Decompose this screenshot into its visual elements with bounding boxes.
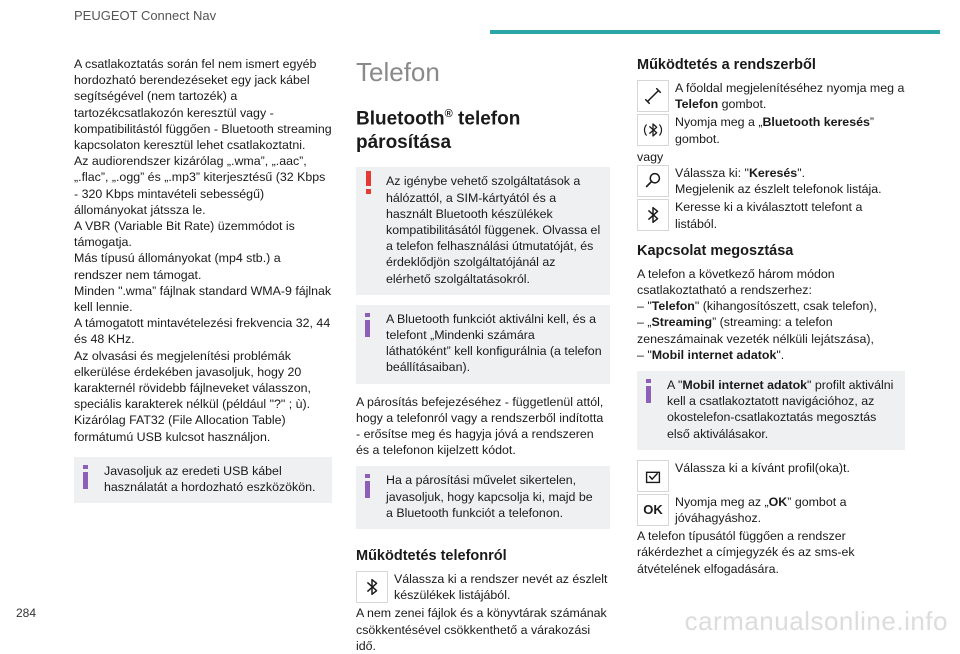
note-text: Javasoljuk az eredeti USB kábel használatát a hordozható eszközökön. xyxy=(104,463,316,495)
ok-label: OK xyxy=(643,501,663,517)
text: Válassza ki: " xyxy=(675,166,749,181)
page-number: 284 xyxy=(16,606,37,620)
text-bold: Telefon xyxy=(651,299,695,314)
step xyxy=(637,460,905,492)
text: ". xyxy=(797,166,806,181)
heading-bluetooth-pairing xyxy=(356,102,610,155)
heading-connection-sharing: Kapcsolat megosztása xyxy=(637,242,794,259)
list-item xyxy=(637,298,905,314)
text: A " xyxy=(667,378,683,393)
text-bold: Keresés xyxy=(748,166,798,181)
text: ” gombot. xyxy=(675,115,875,146)
text-bold: Streaming xyxy=(651,315,713,330)
text: – „ xyxy=(637,315,652,330)
text: Nyomja meg az „ xyxy=(675,494,769,509)
text: ". xyxy=(776,347,785,362)
info-note xyxy=(356,466,610,529)
paragraph: Kizárólag FAT32 (File Allocation Table) formátumú USB kulcsot használjon. xyxy=(74,413,286,444)
note-text: Ha a párosítási művelet sikertelen, javasoljuk, hogy kapcsolja ki, majd be a Bluetooth funkciót a telefonon. xyxy=(386,473,593,520)
step xyxy=(637,199,905,231)
paragraph: A nem zenei fájlok és a könyvtárak számának csökkentésével csökkenthető a várakozási idő. xyxy=(356,606,607,653)
running-header: PEUGEOT Connect Nav xyxy=(74,8,217,23)
paragraph: Az audiorendszer kizárólag „.wma”, „.aac”, „.flac”, „.ogg” és „.mp3” kiterjesztésű (32 Kbps - 320 Kbps mintavételi sebességű) állományokat játssza le. xyxy=(74,154,326,217)
text: " profilt aktiválni kell a csatlakoztatott navigációhoz, az okostelefon-csatlakoztatás megosztás első aktiválásakor. xyxy=(667,378,894,441)
text: – " xyxy=(637,347,652,362)
step xyxy=(637,80,905,112)
info-icon xyxy=(645,379,659,403)
ok-button-icon xyxy=(637,494,669,526)
checkbox-list-icon xyxy=(637,460,669,492)
text: gombot. xyxy=(718,97,767,112)
text-bold: Telefon xyxy=(675,97,719,112)
text: – " xyxy=(637,299,652,314)
warning-note xyxy=(356,167,610,294)
text-bold: Mobil internet adatok xyxy=(682,378,808,393)
bluetooth-search-icon xyxy=(637,114,669,146)
step xyxy=(356,571,610,603)
heading-phone-operation: Működtetés telefonról xyxy=(356,547,507,564)
heading-part: Bluetooth xyxy=(356,108,445,130)
paragraph: A párosítás befejezéséhez - függetlenül attól, hogy a telefonról vagy a rendszerből indította - erősítse meg és hagyja jóvá a rendszeren és a telefonon kijelzett kódot. xyxy=(356,394,604,458)
step-text xyxy=(675,494,905,526)
step-text xyxy=(675,165,905,197)
section-title: Telefon xyxy=(356,57,440,87)
info-note xyxy=(637,371,905,450)
paragraph: A VBR (Variable Bit Rate) üzemmódot is támogatja. xyxy=(74,219,295,250)
step-text xyxy=(675,80,905,112)
text-bold: Mobil internet adatok xyxy=(651,347,777,362)
column-3 xyxy=(637,56,905,577)
paragraph: A telefon a következő három módon csatlakoztatható a rendszerhez: xyxy=(637,266,835,298)
search-icon xyxy=(637,165,669,197)
paragraph: Minden ".wma” fájlnak standard WMA-9 fájlnak kell lennie. xyxy=(74,283,332,315)
list-item xyxy=(637,347,905,363)
paragraph: A telefon típusától függően a rendszer rákérdezhet a címjegyzék és az sms-ek átvételének elfogadására. xyxy=(637,529,855,576)
step xyxy=(637,165,905,197)
warning-icon xyxy=(366,171,380,195)
info-icon xyxy=(82,465,96,489)
bluetooth-icon xyxy=(356,571,388,603)
text: ” gombot a jóváhagyáshoz. xyxy=(675,494,847,526)
text: Megjelenik az észlelt telefonok listája. xyxy=(675,182,882,197)
bluetooth-icon xyxy=(637,199,669,231)
column-1 xyxy=(74,56,332,513)
step xyxy=(637,494,905,526)
column-2 xyxy=(356,56,610,654)
text: ” (streaming: a telefon zeneszámainak vezeték nélküli lejátszása), xyxy=(637,315,874,346)
text: A főoldal megjelenítéséhez nyomja meg a xyxy=(675,81,905,95)
paragraph: Más típusú állományokat (mp4 stb.) a rendszer nem támogat. xyxy=(74,251,281,282)
text-bold: Bluetooth keresés xyxy=(762,115,870,130)
registered-mark: ® xyxy=(444,108,453,120)
info-note xyxy=(356,305,610,384)
phone-handset-icon xyxy=(637,80,669,112)
paragraph: Az olvasási és megjelenítési problémák elkerülése érdekében javasoljuk, hogy 20 karakternél rövidebb fájlneveket válasszon, speciális karakterek nélkül (például "?" ; ù). xyxy=(74,348,311,412)
heading-part: telefon párosítása xyxy=(356,108,521,154)
info-icon xyxy=(364,474,378,498)
info-note xyxy=(74,457,332,503)
info-icon xyxy=(364,313,378,337)
step xyxy=(637,114,905,146)
text: " (kihangosítószett, csak telefon), xyxy=(694,299,877,314)
step-text: Válassza ki a rendszer nevét az észlelt készülékek listájából. xyxy=(394,571,608,603)
paragraph: A támogatott mintavételezési frekvencia 32, 44 és 48 KHz. xyxy=(74,316,331,347)
list-item xyxy=(637,314,905,346)
note-text xyxy=(645,377,897,442)
text-bold: OK xyxy=(768,494,788,509)
paragraph: A csatlakoztatás során fel nem ismert egyéb hordozható berendezéseket egy jack kábel segítségével (nem tartozék) a tartozékcsatlakozón keresztül vagy - kompatibilitástól függően - Bluetooth streaming kapcsolaton keresztül lehet csatlakoztatni. xyxy=(74,57,332,153)
step-text xyxy=(675,114,905,146)
warning-text: Az igénybe vehető szolgáltatások a hálózattól, a SIM-kártyától és a használt Bluetooth készülékek kompatibilitásától függenek. Olvassa el a telefon felhasználási útmutatóját, és érdeklődjön szolgáltatójánál az elérhető szolgáltatásokról. xyxy=(386,174,601,286)
watermark: carmanualsonline.info xyxy=(684,606,948,636)
heading-system-operation: Működtetés a rendszerből xyxy=(637,57,816,73)
text: Nyomja meg a „ xyxy=(675,115,763,130)
header-accent-bar xyxy=(490,30,940,34)
or-label: vagy xyxy=(637,149,664,164)
step-text: Válassza ki a kívánt profil(oka)t. xyxy=(675,460,850,475)
note-text: A Bluetooth funkciót aktiválni kell, és a telefont „Mindenki számára láthatóként” kell konfigurálnia (a telefon beállításaiban). xyxy=(386,311,602,375)
step-text: Keresse ki a kiválasztott telefont a listából. xyxy=(675,200,863,231)
